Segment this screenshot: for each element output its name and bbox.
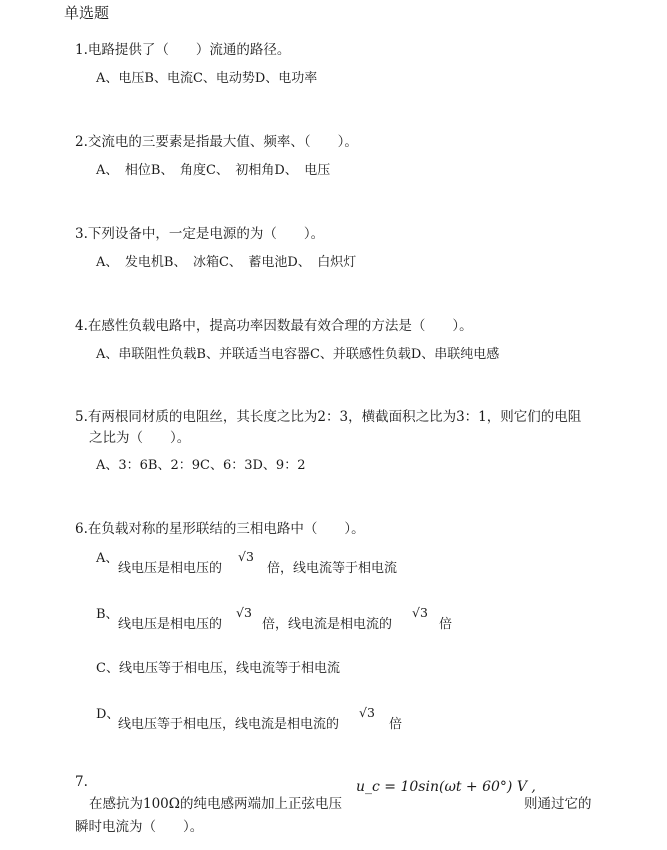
option-b-text-2: 倍，线电流是相电流的	[262, 617, 393, 632]
option-a-text: 线电压是相电压的	[118, 561, 223, 576]
question-6	[75, 517, 365, 537]
question-7-stem: 在感抗为100Ω的纯电感两端加上正弦电压	[89, 796, 342, 812]
sqrt3-symbol: √3	[359, 705, 375, 720]
question-number: 6.	[75, 521, 88, 537]
question-number: 2.	[75, 134, 88, 150]
question-stem: 电路提供了（ ）流通的路径。	[87, 42, 291, 58]
question-5-options: A、3：6B、2：9C、6：3D、9：2	[96, 458, 306, 473]
option-b-letter: B、	[96, 607, 119, 622]
option-a-letter: A、	[96, 551, 119, 566]
question-5-stem-line2: 之比为（ ）。	[89, 430, 191, 446]
option-d-letter: D、	[96, 707, 120, 722]
question-1-options: A、电压B、电流C、电动势D、电功率	[96, 71, 318, 86]
question-stem: 在负载对称的星形联结的三相电路中（ ）。	[87, 521, 365, 537]
section-heading: 单选题	[64, 4, 110, 22]
option-d-text: 线电压等于相电压，线电流是相电流的	[118, 717, 340, 732]
question-4-options: A、串联阻性负载B、并联适当电容器C、并联感性负载D、串联纯电感	[96, 347, 500, 362]
option-d-text-2: 倍	[389, 717, 403, 732]
question-stem-line1: 有两根同材质的电阻丝，其长度之比为2：3，横截面积之比为3：1，则它们的电阻	[87, 409, 582, 425]
sqrt3-symbol: √3	[236, 605, 252, 620]
question-stem: 下列设备中，一定是电源的为（ ）。	[87, 226, 325, 242]
question-7-number: 7.	[75, 774, 88, 790]
question-5	[75, 405, 581, 425]
question-number: 3.	[75, 226, 88, 242]
question-3-options: A、 发电机B、 冰箱C、 蓄电池D、 白炽灯	[96, 255, 357, 270]
option-b-text-3: 倍	[439, 617, 453, 632]
question-7-stem-line2: 瞬时电流为（ ）。	[75, 819, 204, 835]
question-3	[75, 222, 324, 242]
question-1	[75, 38, 290, 58]
question-2	[75, 130, 358, 150]
option-c-text: C、线电压等于相电压，线电流等于相电流	[96, 661, 340, 676]
question-number: 4.	[75, 318, 88, 334]
question-number: 5.	[75, 409, 88, 425]
sqrt3-symbol-2: √3	[412, 605, 428, 620]
question-number: 1.	[75, 42, 88, 58]
sqrt3-symbol: √3	[238, 549, 254, 564]
question-4	[75, 314, 473, 334]
voltage-formula: u_c = 10sin(ωt + 60°) V ,	[356, 779, 536, 795]
question-stem: 交流电的三要素是指最大值、频率、（ ）。	[87, 134, 358, 150]
question-2-options: A、 相位B、 角度C、 初相角D、 电压	[96, 163, 331, 178]
question-stem: 在感性负载电路中，提高功率因数最有效合理的方法是（ ）。	[87, 318, 473, 334]
option-b-text: 线电压是相电压的	[118, 617, 223, 632]
question-7-stem-tail: 则通过它的	[524, 796, 592, 812]
option-a-text-2: 倍，线电流等于相电流	[267, 561, 398, 576]
